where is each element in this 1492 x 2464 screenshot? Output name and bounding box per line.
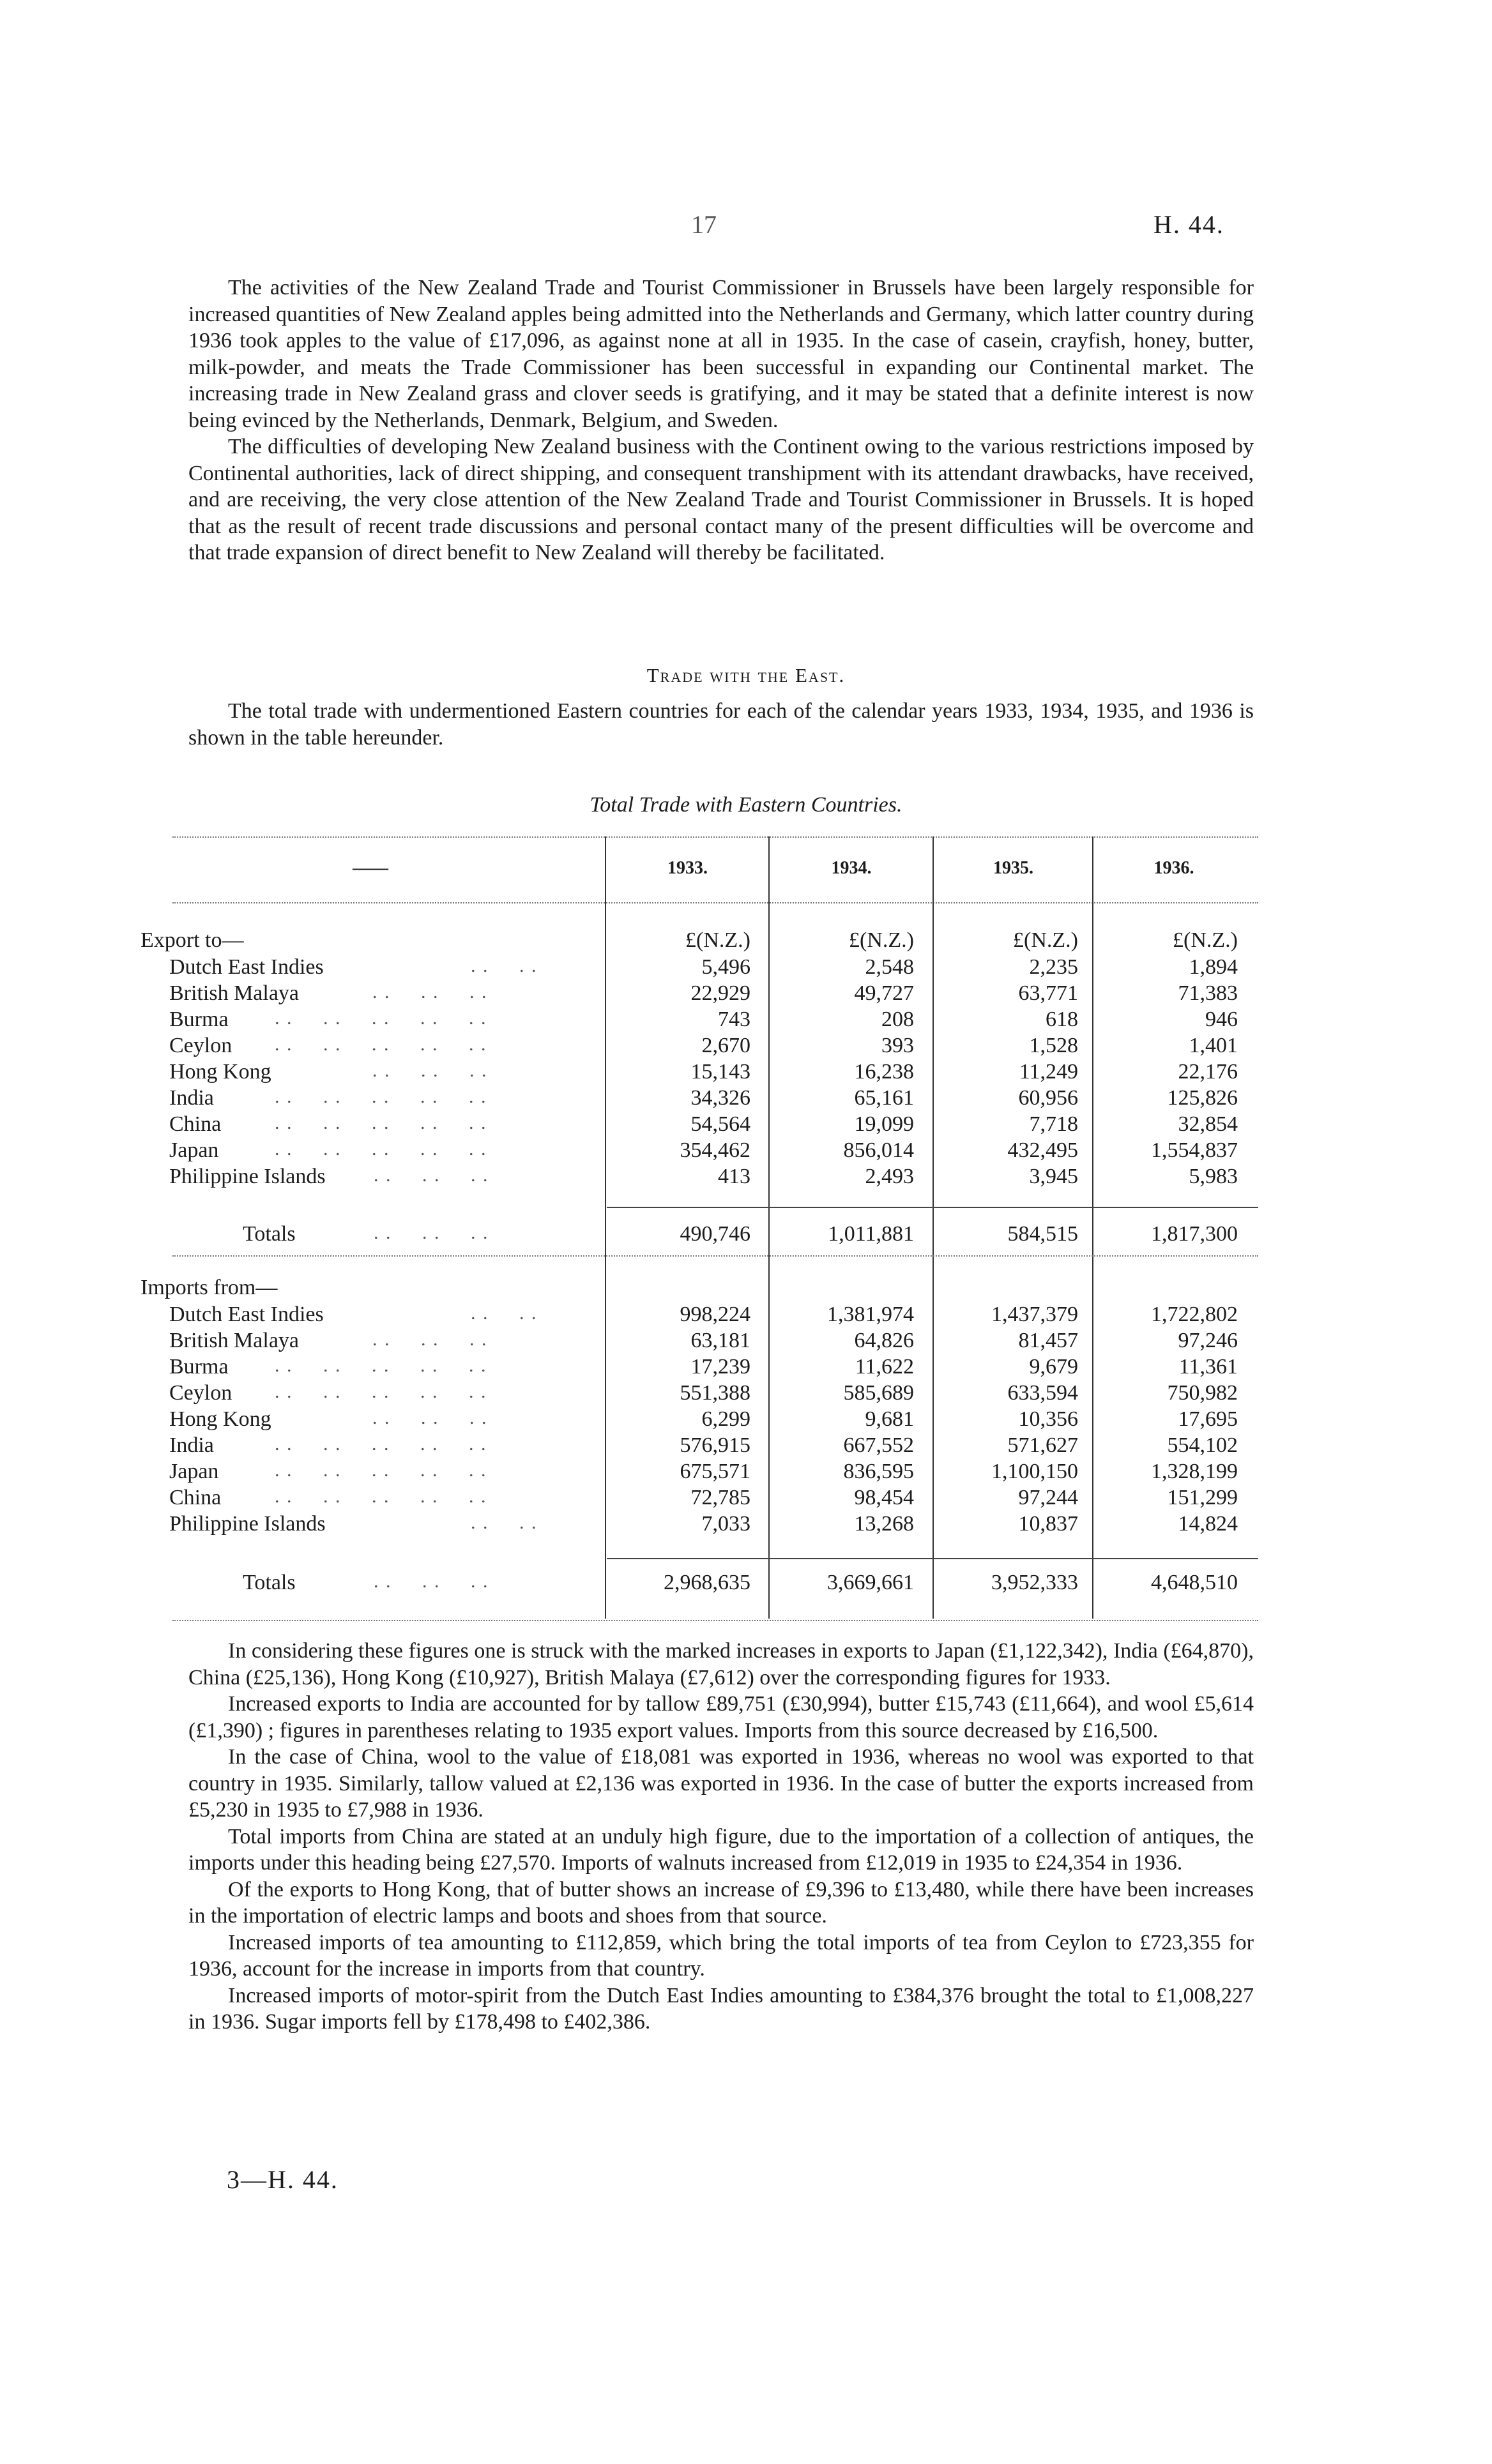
imports-total-value: 3,669,661 [827,1571,914,1594]
import-value: 151,299 [1167,1486,1238,1509]
export-value: 743 [718,1008,750,1031]
leader-dots: . . . . . . [372,981,488,1002]
unit-label: £(N.Z.) [685,928,750,952]
discussion-paragraph: Increased imports of motor-spirit from the Dutch East Indies amounting to £384,376 brought the total to £1,008,227 in 1936. Sugar imports fell by £178,498 to £402,386. [188,1983,1254,2034]
discussion-paragraph: Total imports from China are stated at an unduly high figure, due to the importation of a collection of antiques, the imports under this heading being £27,570. Imports of walnuts increased from £12,019 in 1935 to £24,354 in 1936. [188,1824,1254,1875]
export-value: 16,238 [854,1060,914,1084]
import-value: 63,181 [690,1329,750,1352]
imports-totals-label: Totals [243,1571,296,1594]
export-value: 22,929 [690,981,750,1005]
export-value: 22,176 [1178,1060,1238,1084]
export-value: 7,718 [1029,1112,1078,1136]
leader-dots: . . . . . . [374,1165,489,1186]
import-value: 1,437,379 [991,1303,1078,1326]
leader-dots: . . . . . . [372,1329,488,1350]
import-country: Burma [169,1355,229,1379]
import-value: 998,224 [680,1303,750,1326]
discussion-paragraph: Increased imports of tea amounting to £112,859, which bring the total imports of tea from Ceylon to £723,355 for 1936, account for the increase in imports from that country. [188,1930,1254,1981]
export-value: 54,564 [690,1112,750,1136]
import-value: 576,915 [680,1433,750,1457]
import-value: 7,033 [701,1512,750,1536]
leader-dots: . . . . [471,1512,538,1533]
export-value: 5,496 [701,955,750,979]
column-rule [605,836,606,1619]
export-value: 63,771 [1018,981,1078,1005]
export-country: Philippine Islands [169,1165,326,1188]
leader-dots: . . . . [471,1303,538,1324]
import-value: 750,982 [1167,1381,1238,1405]
leader-dots: . . . . . . [372,1060,488,1081]
export-value: 413 [718,1165,750,1188]
table-top-rule [172,836,1258,838]
leader-dots: . . . . [471,955,538,976]
import-value: 1,381,974 [827,1303,914,1326]
table-title: Total Trade with Eastern Countries. [590,793,902,817]
discussion-paragraph: In considering these figures one is struck with the marked increases in exports to Japan (£1,122,342), India (£64,870), China (£25,136), Hong Kong (£10,927), British Malaya (£7,612) over the corresponding figures for 1933. [188,1639,1254,1689]
imports-total-rule [607,1558,1258,1559]
import-value: 9,679 [1029,1355,1078,1379]
imports-heading: Imports from— [141,1276,278,1299]
unit-label: £(N.Z.) [849,928,914,952]
import-value: 72,785 [690,1486,750,1509]
import-country: British Malaya [169,1329,300,1352]
leader-dots: . . . . . . . . . . [275,1433,487,1455]
export-value: 19,099 [854,1112,914,1136]
import-value: 97,244 [1018,1486,1078,1509]
export-country: Burma [169,1008,229,1031]
unit-label: £(N.Z.) [1173,928,1238,952]
import-value: 675,571 [680,1460,750,1483]
import-value: 554,102 [1167,1433,1238,1457]
section-intro: The total trade with undermentioned Eastern countries for each of the calendar years 1933, 1934, 1935, and 1936 is shown in the table hereunder. [188,699,1254,750]
export-value: 2,235 [1029,955,1078,979]
exports-total-value: 584,515 [1007,1222,1078,1246]
import-value: 11,361 [1178,1355,1238,1379]
import-value: 667,552 [843,1433,914,1457]
import-country: Dutch East Indies [169,1303,324,1326]
import-value: 9,681 [865,1407,914,1431]
stub-header: —— [353,858,388,878]
export-value: 1,554,837 [1151,1138,1238,1162]
discussion-paragraph: In the case of China, wool to the value of £18,081 was exported in 1936, whereas no wool was exported to that country in 1935. Similarly, tallow valued at £2,136 was exported in 1936. In the case of butter the exports increased from £5,230 in 1935 to £7,988 in 1936. [188,1745,1254,1822]
export-value: 432,495 [1007,1138,1078,1162]
leader-dots: . . . . . . . . . . [275,1086,487,1107]
export-value: 208 [881,1008,914,1031]
import-value: 6,299 [701,1407,750,1431]
export-value: 393 [881,1034,914,1057]
export-country: India [169,1086,214,1110]
column-header-1933: 1933. [667,858,708,878]
header-bottom-rule [172,902,1258,903]
page-number: 17 [691,210,717,239]
exports-total-value: 490,746 [680,1222,750,1246]
import-country: India [169,1433,214,1457]
import-value: 64,826 [854,1329,914,1352]
import-value: 11,622 [855,1355,914,1379]
import-country: Philippine Islands [169,1512,326,1536]
leader-dots: . . . . . . . . . . [275,1112,487,1133]
export-value: 2,548 [865,955,914,979]
intro-text [188,275,1254,566]
page-footer: 3—H. 44. [227,2165,339,2194]
leader-dots: . . . . . . [372,1407,488,1428]
import-value: 1,100,150 [991,1460,1078,1483]
import-country: Hong Kong [169,1407,271,1431]
export-country: Ceylon [169,1034,232,1057]
import-value: 17,239 [690,1355,750,1379]
leader-dots: . . . . . . . . . . [275,1034,487,1055]
export-value: 65,161 [854,1086,914,1110]
import-value: 551,388 [680,1381,750,1405]
import-value: 1,328,199 [1151,1460,1238,1483]
document-reference: H. 44. [1153,210,1224,239]
import-value: 97,246 [1178,1329,1238,1352]
export-value: 60,956 [1018,1086,1078,1110]
exports-total-rule [607,1207,1258,1208]
discussion-text [188,1638,1254,2036]
import-value: 633,594 [1007,1381,1078,1405]
imports-total-value: 4,648,510 [1151,1571,1238,1594]
export-value: 354,462 [680,1138,750,1162]
export-value: 34,326 [690,1086,750,1110]
import-value: 13,268 [854,1512,914,1536]
import-value: 17,695 [1178,1407,1238,1431]
import-value: 14,824 [1178,1512,1238,1536]
export-value: 946 [1205,1008,1238,1031]
export-value: 3,945 [1029,1165,1078,1188]
leader-dots: . . . . . . [374,1222,489,1243]
export-country: China [169,1112,222,1136]
import-country: Ceylon [169,1381,232,1405]
intro-paragraph: The difficulties of developing New Zealand business with the Continent owing to the various restrictions imposed by Continental authorities, lack of direct shipping, and consequent transhipment with its attendant drawbacks, have received, and are receiving, the very close attention of the New Zealand Trade and Tourist Commissioner in Brussels. It is hoped that as the result of recent trade discussions and personal contact many of the present difficulties will be overcome and that trade expansion of direct benefit to New Zealand will thereby be facilitated. [188,435,1254,564]
column-rule [768,836,770,1619]
export-country: British Malaya [169,981,300,1005]
exports-totals-label: Totals [243,1222,296,1246]
leader-dots: . . . . . . . . . . [275,1486,487,1507]
imports-total-value: 2,968,635 [664,1571,750,1594]
column-rule [1092,836,1093,1619]
import-country: Japan [169,1460,219,1483]
table-bottom-rule [172,1620,1258,1621]
export-value: 1,894 [1189,955,1238,979]
import-value: 10,837 [1018,1512,1078,1536]
export-value: 15,143 [690,1060,750,1084]
export-value: 1,528 [1029,1034,1078,1057]
leader-dots: . . . . . . . . . . [275,1008,487,1029]
import-value: 81,457 [1018,1329,1078,1352]
leader-dots: . . . . . . . . . . [275,1138,487,1160]
section-intro-text [188,698,1254,751]
export-country: Japan [169,1138,219,1162]
export-value: 2,493 [865,1165,914,1188]
trade-table [134,830,1258,1635]
export-value: 11,249 [1019,1060,1078,1084]
import-country: China [169,1486,222,1509]
import-value: 836,595 [843,1460,914,1483]
imports-total-value: 3,952,333 [991,1571,1078,1594]
leader-dots: . . . . . . . . . . [275,1460,487,1481]
column-header-1934: 1934. [831,858,872,878]
export-country: Dutch East Indies [169,955,324,979]
export-value: 2,670 [701,1034,750,1057]
discussion-paragraph: Of the exports to Hong Kong, that of butter shows an increase of £9,396 to £13,480, while there have been increases in the importation of electric lamps and boots and shoes from that source. [188,1877,1254,1928]
exports-bottom-rule [172,1255,1258,1257]
section-title: Trade with the East. [646,664,846,686]
exports-total-value: 1,817,300 [1151,1222,1238,1246]
column-rule [933,836,934,1619]
import-value: 571,627 [1007,1433,1078,1457]
export-value: 618 [1046,1008,1078,1031]
exports-heading: Export to— [141,928,244,952]
leader-dots: . . . . . . . . . . [275,1355,487,1376]
export-value: 71,383 [1178,981,1238,1005]
export-value: 5,983 [1189,1165,1238,1188]
export-value: 125,826 [1167,1086,1238,1110]
column-header-1935: 1935. [993,858,1033,878]
column-header-1936: 1936. [1153,858,1194,878]
export-value: 49,727 [854,981,914,1005]
export-value: 32,854 [1178,1112,1238,1136]
discussion-paragraph: Increased exports to India are accounted for by tallow £89,751 (£30,994), butter £15,743 (£11,664), and wool £5,614 (£1,390) ; figures in parentheses relating to 1935 export values. Imports from this source decreased by £16,500. [188,1692,1254,1742]
unit-label: £(N.Z.) [1013,928,1078,952]
import-value: 585,689 [843,1381,914,1405]
export-value: 856,014 [843,1138,914,1162]
leader-dots: . . . . . . [374,1571,489,1592]
intro-paragraph: The activities of the New Zealand Trade and Tourist Commissioner in Brussels have been largely responsible for increased quantities of New Zealand apples being admitted into the Netherlands and Germany, which latter country during 1936 took apples to the value of £17,096, as against none at all in 1935. In the case of casein, crayfish, honey, butter, milk-powder, and meats the Trade Commissioner has been successful in expanding our Continental market. The increasing trade in New Zealand grass and clover seeds is gratifying, and it may be stated that a definite interest is now being evinced by the Netherlands, Denmark, Belgium, and Sweden. [188,276,1254,432]
exports-total-value: 1,011,881 [828,1222,914,1246]
export-country: Hong Kong [169,1060,271,1084]
leader-dots: . . . . . . . . . . [275,1381,487,1402]
import-value: 1,722,802 [1151,1303,1238,1326]
import-value: 10,356 [1018,1407,1078,1431]
export-value: 1,401 [1189,1034,1238,1057]
import-value: 98,454 [854,1486,914,1509]
